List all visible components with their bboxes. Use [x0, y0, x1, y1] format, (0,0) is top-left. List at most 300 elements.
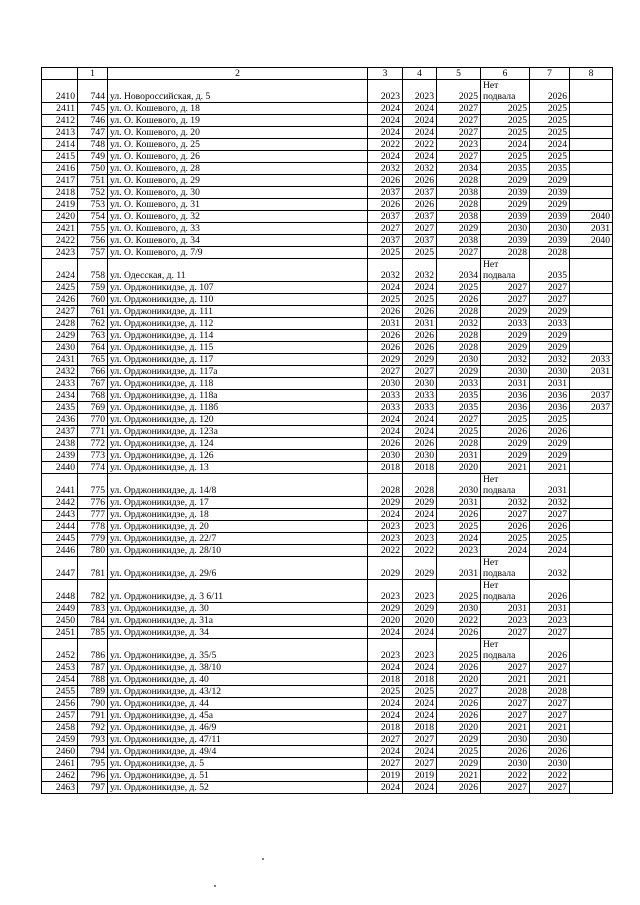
no-basement-note: Нет подвала	[483, 639, 516, 661]
row-number-cell: 2463	[42, 782, 78, 794]
col7-year-cell: 2025	[530, 414, 570, 426]
col4-year-cell: 2018	[403, 462, 437, 474]
col4-year-cell: 2026	[403, 330, 437, 342]
col7-year-cell: 2022	[530, 770, 570, 782]
col4-year-cell: 2037	[403, 235, 437, 247]
col6-year-cell: 2029	[481, 450, 530, 462]
address-cell: ул. Орджоникидзе, д. 28/10	[108, 545, 368, 557]
row-number-cell: 2450	[42, 615, 78, 627]
object-id-cell: 747	[78, 127, 108, 139]
table-row	[42, 698, 613, 710]
no-basement-note: Нет подвала	[483, 557, 516, 579]
col6-year-cell: 2039	[481, 235, 530, 247]
col4-year-cell: 2026	[403, 342, 437, 354]
col3-year-cell: 2027	[368, 734, 403, 746]
col8-year-cell: 2031	[570, 223, 613, 235]
col3-year-cell: 2024	[368, 698, 403, 710]
col7-year-cell: 2027	[530, 710, 570, 722]
col6-year-cell: 2021	[481, 462, 530, 474]
col3-year-cell: 2026	[368, 175, 403, 187]
object-id-cell: 764	[78, 342, 108, 354]
table-row	[42, 414, 613, 426]
col4-year-cell: 2030	[403, 450, 437, 462]
col6-year-cell: 2039	[481, 211, 530, 223]
col4-year-cell: 2032	[403, 163, 437, 175]
table-row	[42, 139, 613, 151]
table-row	[42, 187, 613, 199]
col3-year-cell: 2029	[368, 603, 403, 615]
col4-year-cell: 2030	[403, 378, 437, 390]
col4-year-cell: 2025	[403, 686, 437, 698]
col3-year-cell: 2024	[368, 426, 403, 438]
header-cell-2: 2	[108, 68, 368, 80]
col4-year-cell: 2033	[403, 390, 437, 402]
col3-year-cell: 2031	[368, 318, 403, 330]
col6-year-cell: 2030	[481, 734, 530, 746]
col3-year-cell: 2024	[368, 627, 403, 639]
col8-year-cell	[570, 615, 613, 627]
object-id-cell: 751	[78, 175, 108, 187]
header-cell-1: 1	[78, 68, 108, 80]
col7-year-cell: 2027	[530, 627, 570, 639]
row-number-cell: 2430	[42, 342, 78, 354]
col4-year-cell: 2024	[403, 509, 437, 521]
col8-year-cell	[570, 259, 613, 282]
col6-year-cell	[481, 639, 530, 662]
table-row	[42, 509, 613, 521]
col8-year-cell	[570, 127, 613, 139]
object-id-cell: 786	[78, 639, 108, 662]
row-number-cell: 2446	[42, 545, 78, 557]
col7-year-cell: 2025	[530, 115, 570, 127]
col8-year-cell	[570, 139, 613, 151]
col5-year-cell: 2024	[437, 533, 481, 545]
object-id-cell: 783	[78, 603, 108, 615]
object-id-cell: 746	[78, 115, 108, 127]
object-id-cell: 770	[78, 414, 108, 426]
table-row	[42, 746, 613, 758]
col4-year-cell: 2023	[403, 521, 437, 533]
table-row	[42, 450, 613, 462]
table-row	[42, 342, 613, 354]
col5-year-cell: 2028	[437, 175, 481, 187]
table-body	[42, 80, 613, 794]
col8-year-cell: 2037	[570, 402, 613, 414]
table-row	[42, 758, 613, 770]
address-cell: ул. О. Кошевого, д. 33	[108, 223, 368, 235]
object-id-cell: 748	[78, 139, 108, 151]
col6-year-cell: 2021	[481, 674, 530, 686]
col4-year-cell: 2024	[403, 627, 437, 639]
col7-year-cell: 2026	[530, 639, 570, 662]
col8-year-cell	[570, 734, 613, 746]
table-row	[42, 306, 613, 318]
object-id-cell: 762	[78, 318, 108, 330]
col5-year-cell: 2035	[437, 402, 481, 414]
col8-year-cell	[570, 698, 613, 710]
col8-year-cell	[570, 509, 613, 521]
table-row	[42, 603, 613, 615]
col8-year-cell	[570, 294, 613, 306]
col7-year-cell: 2039	[530, 235, 570, 247]
no-basement-note: Нет подвала	[483, 259, 516, 281]
col6-year-cell: 2028	[481, 247, 530, 259]
col5-year-cell: 2020	[437, 674, 481, 686]
col3-year-cell: 2026	[368, 342, 403, 354]
object-id-cell: 793	[78, 734, 108, 746]
table-row	[42, 402, 613, 414]
col5-year-cell: 2038	[437, 187, 481, 199]
col6-year-cell	[481, 580, 530, 603]
object-id-cell: 789	[78, 686, 108, 698]
row-number-cell: 2435	[42, 402, 78, 414]
col6-year-cell	[481, 80, 530, 103]
col4-year-cell: 2025	[403, 247, 437, 259]
address-cell: ул. Орджоникидзе, д. 31а	[108, 615, 368, 627]
scan-speck	[214, 885, 216, 887]
row-number-cell: 2414	[42, 139, 78, 151]
col6-year-cell	[481, 557, 530, 580]
col6-year-cell: 2027	[481, 627, 530, 639]
address-cell: ул. О. Кошевого, д. 25	[108, 139, 368, 151]
object-id-cell: 759	[78, 282, 108, 294]
col3-year-cell: 2018	[368, 674, 403, 686]
object-id-cell: 755	[78, 223, 108, 235]
col4-year-cell: 2028	[403, 474, 437, 497]
object-id-cell: 780	[78, 545, 108, 557]
address-cell: ул. Орджоникидзе, д. 38/10	[108, 662, 368, 674]
col4-year-cell: 2026	[403, 438, 437, 450]
col7-year-cell: 2031	[530, 603, 570, 615]
col8-year-cell	[570, 306, 613, 318]
col8-year-cell	[570, 627, 613, 639]
address-cell: ул. О. Кошевого, д. 32	[108, 211, 368, 223]
col8-year-cell	[570, 80, 613, 103]
header-cell-5: 5	[437, 68, 481, 80]
col5-year-cell: 2025	[437, 746, 481, 758]
col5-year-cell: 2027	[437, 127, 481, 139]
row-number-cell: 2449	[42, 603, 78, 615]
col6-year-cell: 2032	[481, 497, 530, 509]
table-row	[42, 80, 613, 103]
table-row	[42, 318, 613, 330]
row-number-cell: 2413	[42, 127, 78, 139]
col7-year-cell: 2021	[530, 674, 570, 686]
col4-year-cell: 2027	[403, 758, 437, 770]
col4-year-cell: 2024	[403, 746, 437, 758]
col5-year-cell: 2023	[437, 545, 481, 557]
row-number-cell: 2424	[42, 259, 78, 282]
col5-year-cell: 2029	[437, 223, 481, 235]
col5-year-cell: 2031	[437, 497, 481, 509]
col6-year-cell: 2027	[481, 710, 530, 722]
col7-year-cell: 2036	[530, 390, 570, 402]
col4-year-cell: 2027	[403, 366, 437, 378]
table-row	[42, 426, 613, 438]
col5-year-cell: 2027	[437, 686, 481, 698]
col3-year-cell: 2024	[368, 746, 403, 758]
row-number-cell: 2410	[42, 80, 78, 103]
row-number-cell: 2432	[42, 366, 78, 378]
row-number-cell: 2436	[42, 414, 78, 426]
col5-year-cell: 2031	[437, 450, 481, 462]
object-id-cell: 760	[78, 294, 108, 306]
col6-year-cell: 2029	[481, 199, 530, 211]
col5-year-cell: 2026	[437, 782, 481, 794]
table-row	[42, 557, 613, 580]
object-id-cell: 782	[78, 580, 108, 603]
row-number-cell: 2416	[42, 163, 78, 175]
object-id-cell: 761	[78, 306, 108, 318]
col4-year-cell: 2024	[403, 282, 437, 294]
address-cell: ул. Орджоникидзе, д. 43/12	[108, 686, 368, 698]
col8-year-cell	[570, 318, 613, 330]
col6-year-cell: 2027	[481, 282, 530, 294]
col6-year-cell: 2026	[481, 746, 530, 758]
address-cell: ул. О. Кошевого, д. 20	[108, 127, 368, 139]
col3-year-cell: 2024	[368, 782, 403, 794]
col8-year-cell	[570, 187, 613, 199]
col4-year-cell: 2037	[403, 187, 437, 199]
col6-year-cell: 2039	[481, 187, 530, 199]
row-number-cell: 2434	[42, 390, 78, 402]
header-cell-4: 4	[403, 68, 437, 80]
col8-year-cell	[570, 151, 613, 163]
col6-year-cell: 2027	[481, 662, 530, 674]
object-id-cell: 776	[78, 497, 108, 509]
col3-year-cell: 2032	[368, 259, 403, 282]
col3-year-cell: 2020	[368, 615, 403, 627]
address-cell: ул. Орджоникидзе, д. 115	[108, 342, 368, 354]
col4-year-cell: 2024	[403, 127, 437, 139]
col6-year-cell: 2029	[481, 330, 530, 342]
col8-year-cell	[570, 474, 613, 497]
row-number-cell: 2455	[42, 686, 78, 698]
address-cell: ул. Орджоникидзе, д. 17	[108, 497, 368, 509]
col7-year-cell: 2030	[530, 734, 570, 746]
schedule-table-container	[41, 67, 612, 794]
object-id-cell: 795	[78, 758, 108, 770]
object-id-cell: 784	[78, 615, 108, 627]
header-cell-rownum	[42, 68, 78, 80]
table-row	[42, 390, 613, 402]
schedule-table	[41, 67, 613, 794]
col4-year-cell: 2020	[403, 615, 437, 627]
col7-year-cell: 2029	[530, 306, 570, 318]
address-cell: ул. Орджоникидзе, д. 117	[108, 354, 368, 366]
col4-year-cell: 2033	[403, 402, 437, 414]
col8-year-cell	[570, 462, 613, 474]
address-cell: ул. Орджоникидзе, д. 111	[108, 306, 368, 318]
col7-year-cell: 2039	[530, 187, 570, 199]
col8-year-cell	[570, 782, 613, 794]
table-row	[42, 330, 613, 342]
col5-year-cell: 2027	[437, 103, 481, 115]
object-id-cell: 750	[78, 163, 108, 175]
col4-year-cell: 2037	[403, 211, 437, 223]
col4-year-cell: 2024	[403, 698, 437, 710]
col3-year-cell: 2024	[368, 710, 403, 722]
col7-year-cell: 2028	[530, 686, 570, 698]
col5-year-cell: 2027	[437, 414, 481, 426]
object-id-cell: 785	[78, 627, 108, 639]
col8-year-cell: 2040	[570, 235, 613, 247]
col6-year-cell: 2025	[481, 103, 530, 115]
col6-year-cell: 2025	[481, 533, 530, 545]
row-number-cell: 2423	[42, 247, 78, 259]
object-id-cell: 767	[78, 378, 108, 390]
row-number-cell: 2445	[42, 533, 78, 545]
row-number-cell: 2425	[42, 282, 78, 294]
table-row	[42, 580, 613, 603]
col5-year-cell: 2020	[437, 462, 481, 474]
col5-year-cell: 2028	[437, 306, 481, 318]
col6-year-cell: 2030	[481, 223, 530, 235]
object-id-cell: 788	[78, 674, 108, 686]
col4-year-cell: 2018	[403, 722, 437, 734]
col3-year-cell: 2024	[368, 115, 403, 127]
col3-year-cell: 2024	[368, 282, 403, 294]
object-id-cell: 775	[78, 474, 108, 497]
col4-year-cell: 2024	[403, 782, 437, 794]
col8-year-cell	[570, 557, 613, 580]
row-number-cell: 2444	[42, 521, 78, 533]
col8-year-cell	[570, 710, 613, 722]
table-row	[42, 199, 613, 211]
col7-year-cell: 2028	[530, 247, 570, 259]
col4-year-cell: 2019	[403, 770, 437, 782]
col5-year-cell: 2034	[437, 163, 481, 175]
col6-year-cell: 2027	[481, 294, 530, 306]
col5-year-cell: 2031	[437, 557, 481, 580]
col4-year-cell: 2026	[403, 175, 437, 187]
object-id-cell: 758	[78, 259, 108, 282]
col6-year-cell: 2031	[481, 603, 530, 615]
col5-year-cell: 2026	[437, 698, 481, 710]
col7-year-cell: 2026	[530, 580, 570, 603]
object-id-cell: 792	[78, 722, 108, 734]
col5-year-cell: 2025	[437, 521, 481, 533]
col4-year-cell: 2024	[403, 710, 437, 722]
col4-year-cell: 2024	[403, 662, 437, 674]
row-number-cell: 2453	[42, 662, 78, 674]
address-cell: ул. Орджоникидзе, д. 40	[108, 674, 368, 686]
col5-year-cell: 2025	[437, 80, 481, 103]
col3-year-cell: 2025	[368, 247, 403, 259]
table-row	[42, 282, 613, 294]
col7-year-cell: 2026	[530, 746, 570, 758]
col4-year-cell: 2023	[403, 639, 437, 662]
table-row	[42, 782, 613, 794]
col5-year-cell: 2022	[437, 615, 481, 627]
col3-year-cell: 2023	[368, 533, 403, 545]
col6-year-cell: 2026	[481, 426, 530, 438]
col3-year-cell: 2024	[368, 127, 403, 139]
col3-year-cell: 2029	[368, 354, 403, 366]
col5-year-cell: 2032	[437, 318, 481, 330]
col6-year-cell: 2022	[481, 770, 530, 782]
col3-year-cell: 2026	[368, 199, 403, 211]
col6-year-cell: 2027	[481, 698, 530, 710]
row-number-cell: 2448	[42, 580, 78, 603]
address-cell: ул. Орджоникидзе, д. 118	[108, 378, 368, 390]
col6-year-cell	[481, 474, 530, 497]
col4-year-cell: 2026	[403, 199, 437, 211]
col8-year-cell	[570, 414, 613, 426]
col5-year-cell: 2030	[437, 474, 481, 497]
col5-year-cell: 2025	[437, 639, 481, 662]
col8-year-cell	[570, 103, 613, 115]
object-id-cell: 769	[78, 402, 108, 414]
col3-year-cell: 2024	[368, 509, 403, 521]
col3-year-cell: 2018	[368, 722, 403, 734]
col6-year-cell: 2029	[481, 342, 530, 354]
col6-year-cell: 2025	[481, 151, 530, 163]
row-number-cell: 2452	[42, 639, 78, 662]
col3-year-cell: 2027	[368, 758, 403, 770]
table-row	[42, 462, 613, 474]
col3-year-cell: 2027	[368, 223, 403, 235]
no-basement-note: Нет подвала	[483, 580, 516, 602]
object-id-cell: 765	[78, 354, 108, 366]
object-id-cell: 797	[78, 782, 108, 794]
col5-year-cell: 2028	[437, 330, 481, 342]
col5-year-cell: 2035	[437, 390, 481, 402]
no-basement-note: Нет подвала	[483, 80, 516, 102]
table-row	[42, 127, 613, 139]
col6-year-cell: 2030	[481, 758, 530, 770]
col6-year-cell: 2028	[481, 686, 530, 698]
col6-year-cell: 2029	[481, 175, 530, 187]
object-id-cell: 796	[78, 770, 108, 782]
col7-year-cell: 2032	[530, 497, 570, 509]
col8-year-cell: 2040	[570, 211, 613, 223]
table-row	[42, 294, 613, 306]
col8-year-cell	[570, 199, 613, 211]
col5-year-cell: 2026	[437, 710, 481, 722]
address-cell: ул. О. Кошевого, д. 28	[108, 163, 368, 175]
table-row	[42, 497, 613, 509]
col7-year-cell: 2024	[530, 545, 570, 557]
col7-year-cell: 2030	[530, 758, 570, 770]
col7-year-cell: 2029	[530, 199, 570, 211]
col7-year-cell: 2026	[530, 426, 570, 438]
col7-year-cell: 2027	[530, 282, 570, 294]
col6-year-cell: 2025	[481, 414, 530, 426]
col8-year-cell: 2033	[570, 354, 613, 366]
col6-year-cell: 2030	[481, 366, 530, 378]
table-row	[42, 115, 613, 127]
col8-year-cell	[570, 746, 613, 758]
row-number-cell: 2439	[42, 450, 78, 462]
col7-year-cell: 2029	[530, 438, 570, 450]
col7-year-cell: 2024	[530, 139, 570, 151]
col7-year-cell: 2027	[530, 294, 570, 306]
address-cell: ул. Орджоникидзе, д. 13	[108, 462, 368, 474]
object-id-cell: 778	[78, 521, 108, 533]
object-id-cell: 774	[78, 462, 108, 474]
col8-year-cell	[570, 115, 613, 127]
table-row	[42, 175, 613, 187]
col7-year-cell: 2030	[530, 366, 570, 378]
address-cell: ул. О. Кошевого, д. 7/9	[108, 247, 368, 259]
row-number-cell: 2454	[42, 674, 78, 686]
col7-year-cell: 2026	[530, 521, 570, 533]
row-number-cell: 2451	[42, 627, 78, 639]
col8-year-cell	[570, 426, 613, 438]
row-number-cell: 2422	[42, 235, 78, 247]
col6-year-cell	[481, 259, 530, 282]
